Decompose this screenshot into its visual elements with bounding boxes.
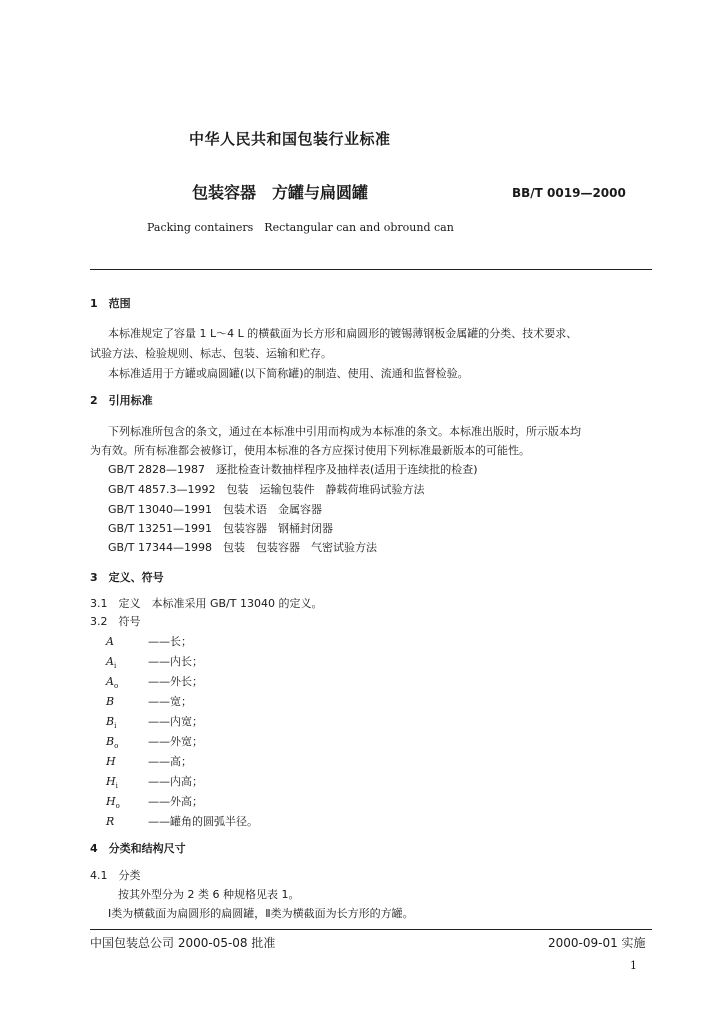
section-4-1-paragraph-2: Ⅰ类为横截面为扁圆形的扁圆罐，Ⅱ类为横截面为长方形的方罐。 — [108, 907, 414, 920]
reference-item: GB/T 13040—1991 包装术语 金属容器 — [108, 503, 322, 516]
page-number: 1 — [630, 959, 637, 972]
symbol-letter: $A_o$ — [106, 675, 119, 691]
section-1-paragraph-2: 本标准适用于方罐或扁圆罐(以下简称罐)的制造、使用、流通和监督检验。 — [108, 367, 469, 380]
section-1-paragraph-1a: 本标准规定了容量 1 L～4 L 的横截面为长方形和扁圆形的镀锡薄钢板金属罐的分类、技术要求、 — [108, 327, 578, 340]
section-2-paragraph-1b: 为有效。所有标准都会被修订，使用本标准的各方应探讨使用下列标准最新版本的可能性。 — [90, 444, 530, 457]
symbol-letter: $H_i$ — [106, 775, 118, 791]
symbol-row: B ——宽； — [106, 695, 192, 713]
symbol-row: $H_i$ ——内高； — [106, 775, 203, 793]
section-3-heading: 3 定义、符号 — [90, 571, 164, 584]
reference-item: GB/T 13251—1991 包装容器 钢桶封闭器 — [108, 522, 333, 535]
symbol-letter: R — [106, 815, 115, 828]
symbol-row: A ——长； — [106, 635, 192, 653]
symbol-letter: $B_i$ — [106, 715, 117, 731]
reference-item: GB/T 2828—1987 逐批检查计数抽样程序及抽样表(适用于连续批的检查) — [108, 463, 478, 476]
standard-code: BB/T 0019—2000 — [512, 186, 626, 200]
symbol-row: R ——罐角的圆弧半径。 — [106, 815, 258, 833]
section-2-paragraph-1a: 下列标准所包含的条文，通过在本标准中引用而构成为本标准的条文。本标准出版时，所示版本均 — [108, 425, 581, 438]
symbol-row: $B_o$ ——外宽； — [106, 735, 203, 753]
symbol-letter: B — [106, 695, 115, 708]
document-title-en: Packing containers Rectangular can and obround can — [147, 221, 454, 234]
symbol-letter: A — [106, 635, 114, 648]
section-1-paragraph-1b: 试验方法、检验规则、标志、包装、运输和贮存。 — [90, 347, 332, 360]
symbol-row: $B_i$ ——内宽； — [106, 715, 203, 733]
symbol-letter: $A_i$ — [106, 655, 117, 671]
approval-line: 中国包装总公司 2000-05-08 批准 — [90, 936, 276, 950]
standard-category: 中华人民共和国包装行业标准 — [189, 130, 391, 148]
section-3-1-definition: 3.1 定义 本标准采用 GB/T 13040 的定义。 — [90, 597, 323, 610]
header-rule — [90, 269, 652, 270]
symbol-row: $A_o$ ——外长； — [106, 675, 203, 693]
document-title-cn: 包装容器 方罐与扁圆罐 — [192, 183, 369, 202]
reference-item: GB/T 4857.3—1992 包装 运输包装件 静载荷堆码试验方法 — [108, 483, 425, 496]
section-3-2-heading: 3.2 符号 — [90, 615, 141, 628]
section-4-1-heading: 4.1 分类 — [90, 869, 141, 882]
symbol-letter: $B_o$ — [106, 735, 119, 751]
symbol-letter: H — [106, 755, 116, 768]
symbol-row: H ——高； — [106, 755, 192, 773]
implementation-date: 2000-09-01 实施 — [548, 936, 646, 950]
section-2-heading: 2 引用标准 — [90, 394, 153, 407]
section-1-heading: 1 范围 — [90, 297, 131, 310]
section-4-heading: 4 分类和结构尺寸 — [90, 842, 186, 855]
symbol-row: $H_o$ ——外高； — [106, 795, 203, 813]
symbol-row: $A_i$ ——内长； — [106, 655, 203, 673]
section-4-1-paragraph-1: 按其外型分为 2 类 6 种规格见表 1。 — [118, 888, 300, 901]
reference-item: GB/T 17344—1998 包装 包装容器 气密试验方法 — [108, 541, 377, 554]
symbol-letter: $H_o$ — [106, 795, 120, 811]
footer-rule — [90, 929, 652, 930]
